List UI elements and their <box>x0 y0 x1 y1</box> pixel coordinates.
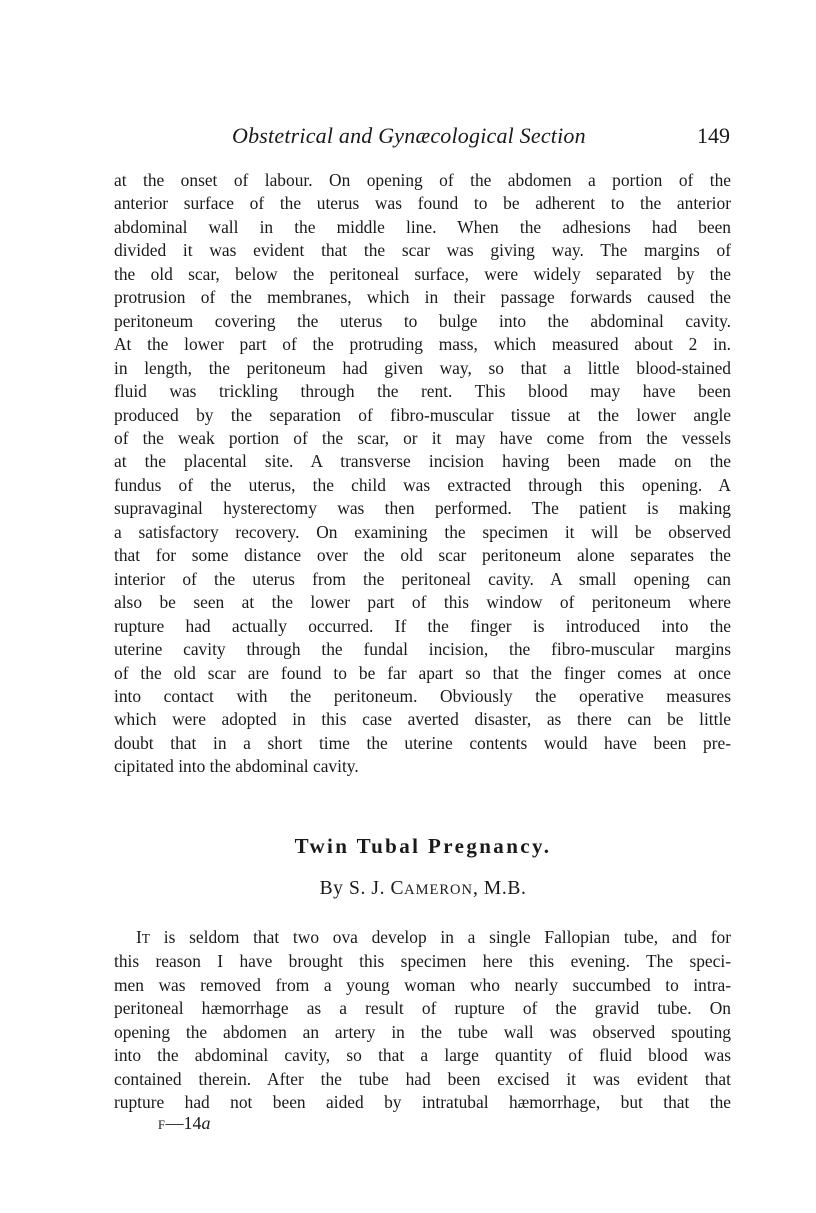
text-line: divided it was evident that the scar was giving way. The margins of <box>114 240 731 261</box>
text-line: cipitated into the abdominal cavity. <box>114 756 359 777</box>
text-line: peritoneum covering the uterus to bulge into the abdominal cavity. <box>114 310 731 331</box>
text-line: at the onset of labour. On opening of the abdomen a portion of the <box>114 170 731 190</box>
text-line: supravaginal hysterectomy was then performed. The patient is making <box>114 498 731 519</box>
signature-suffix: a <box>201 1113 211 1133</box>
text-line: protrusion of the membranes, which in their passage forwards caused the <box>114 287 731 308</box>
text-line: in length, the peritoneum had given way, so that a little blood-stained <box>114 357 731 378</box>
text-line: peritoneal hæmorrhage as a result of rupture of the gravid tube. On <box>114 998 731 1019</box>
text-line: the old scar, below the peritoneal surface, were widely separated by the <box>114 263 731 284</box>
byline-surname-initial: C <box>390 878 405 899</box>
text-line: into contact with the peritoneum. Obviously the operative measures <box>114 685 731 706</box>
first-line-rest: is seldom that two ova develop in a single Fallopian tube, and for <box>150 927 731 947</box>
text-line: abdominal wall in the middle line. When the adhesions had been <box>114 216 731 237</box>
byline-suffix: , M.B. <box>472 878 527 899</box>
running-title: Obstetrical and Gynæcological Section <box>232 123 586 148</box>
text-line: fundus of the uterus, the child was extracted through this opening. A <box>114 474 731 495</box>
text-line: opening the abdomen an artery in the tube wall was observed spouting <box>114 1021 731 1042</box>
text-line <box>114 926 731 950</box>
article-paragraph <box>114 926 731 1115</box>
signature-rest: —14 <box>165 1113 202 1133</box>
text-line: of the weak portion of the scar, or it may have come from the vessels <box>114 427 731 448</box>
text-line: which were adopted in this case averted disaster, as there can be little <box>114 709 731 730</box>
text-line: doubt that in a short time the uterine contents would have been pre- <box>114 732 731 753</box>
signature-mark <box>158 1113 210 1134</box>
text-line: at the placental site. A transverse incision having been made on the <box>114 451 731 472</box>
text-line: this reason I have brought this specimen here this evening. The speci- <box>114 951 731 972</box>
text-line: rupture had actually occurred. If the finger is introduced into the <box>114 615 731 636</box>
text-line: contained therein. After the tube had been excised it was evident that <box>114 1068 731 1089</box>
running-head <box>232 123 732 153</box>
byline-surname-rest: AMERON <box>404 882 473 898</box>
text-line: also be seen at the lower part of this window of peritoneum where <box>114 592 731 613</box>
text-line: anterior surface of the uterus was found to be adherent to the anterior <box>114 193 731 214</box>
text-line: of the old scar are found to be far apart so that the finger comes at once <box>114 662 731 683</box>
text-line: At the lower part of the protruding mass, which measured about 2 in. <box>114 334 731 355</box>
first-word-rest: T <box>141 931 151 946</box>
text-line: interior of the uterus from the peritoneal cavity. A small opening can <box>114 568 731 589</box>
text-line: men was removed from a young woman who nearly succumbed to intra- <box>114 974 731 995</box>
text-line: a satisfactory recovery. On examining the specimen it will be observed <box>114 521 731 542</box>
text-line: into the abdominal cavity, so that a large quantity of fluid blood was <box>114 1045 731 1066</box>
text-line: uterine cavity through the fundal incision, the fibro-muscular margins <box>114 639 731 660</box>
first-word-initial: I <box>136 927 142 947</box>
text-line: produced by the separation of fibro-muscular tissue at the lower angle <box>114 404 731 425</box>
previous-article-paragraph <box>114 169 731 779</box>
text-line: that for some distance over the old scar peritoneum alone separates the <box>114 545 731 566</box>
page-number: 149 <box>697 123 730 148</box>
article-title: Twin Tubal Pregnancy. <box>294 834 552 858</box>
text-line: rupture had not been aided by intratubal hæmorrhage, but that the <box>114 1092 731 1113</box>
text-line: fluid was trickling through the rent. This blood may have been <box>114 381 731 402</box>
byline-prefix: By S. J. <box>319 878 391 899</box>
signature-letter: F <box>158 1118 166 1132</box>
article-byline <box>0 878 816 900</box>
